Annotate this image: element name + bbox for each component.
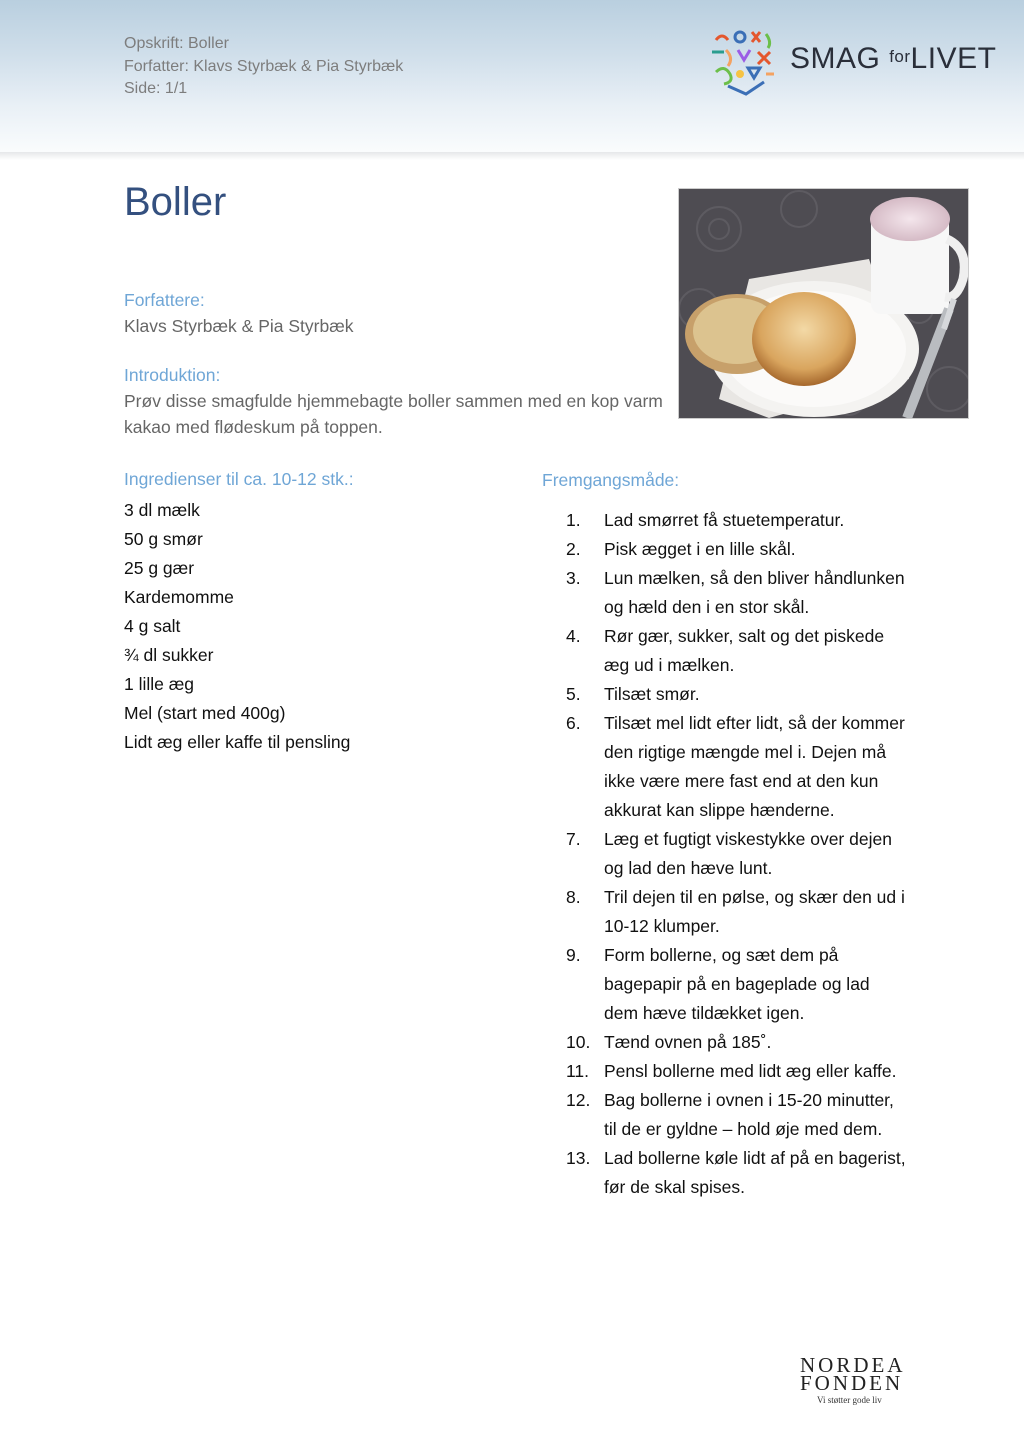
ingredients-list xyxy=(124,496,350,757)
step-item xyxy=(566,941,906,1028)
step-text: Pisk ægget i en lille skål. xyxy=(604,539,796,559)
step-text: Læg et fugtigt viskestykke over dejen og lad den hæve lunt. xyxy=(604,829,892,878)
meta-page: Side: 1/1 xyxy=(124,80,188,97)
step-item xyxy=(566,709,906,825)
step-number: 13. xyxy=(566,1148,591,1168)
step-number: 4. xyxy=(566,626,581,646)
step-item xyxy=(566,1028,906,1057)
step-number: 11. xyxy=(566,1061,590,1081)
step-number: 10. xyxy=(566,1032,591,1052)
step-text: Rør gær, sukker, salt og det piskede æg ud i mælken. xyxy=(604,626,885,675)
step-text: Pensl bollerne med lidt æg eller kaffe. xyxy=(604,1061,897,1081)
recipe-photo xyxy=(678,188,969,419)
ingredient-item: 3 dl mælk xyxy=(124,500,200,520)
step-item xyxy=(566,883,906,941)
step-text: Lad bollerne køle lidt af på en bagerist, før de skal spises. xyxy=(604,1148,906,1197)
meta-author: Forfatter: Klavs Styrbæk & Pia Styrbæk xyxy=(124,57,404,75)
step-number: 1. xyxy=(566,510,581,530)
intro-label: Introduktion: xyxy=(124,365,221,385)
ingredient-item: Kardemomme xyxy=(124,587,234,607)
ingredient-item: Mel (start med 400g) xyxy=(124,703,286,723)
recipe-meta xyxy=(124,33,403,101)
step-number: 8. xyxy=(566,887,581,907)
step-item xyxy=(566,1086,906,1144)
logo-tagline: Vi støtter gode liv xyxy=(817,1395,882,1405)
step-item xyxy=(566,535,906,564)
step-item xyxy=(566,1144,906,1202)
step-text: Tril dejen til en pølse, og skær den ud i 10-12 klumper. xyxy=(604,887,905,936)
step-number: 2. xyxy=(566,539,581,559)
ingredient-item: 50 g smør xyxy=(124,529,203,549)
steps-list xyxy=(566,506,906,1202)
step-text: Lad smørret få stuetemperatur. xyxy=(604,510,845,530)
authors-value: Klavs Styrbæk & Pia Styrbæk xyxy=(124,316,354,336)
ingredient-item: Lidt æg eller kaffe til pensling xyxy=(124,732,351,752)
step-item xyxy=(566,825,906,883)
step-text: Form bollerne, og sæt dem på bagepapir på en bageplade og lad dem hæve tildækket igen. xyxy=(604,945,870,1023)
logo-mark-icon xyxy=(708,28,784,98)
recipe-title: Boller xyxy=(124,180,227,224)
step-number: 6. xyxy=(566,713,581,733)
step-text: Bag bollerne i ovnen i 15-20 minutter, til de er gyldne – hold øje med dem. xyxy=(604,1090,894,1139)
nordea-fonden-logo: NORDEA FONDEN Vi støtter gode liv xyxy=(800,1356,910,1406)
step-item xyxy=(566,564,906,622)
ingredient-item: 25 g gær xyxy=(124,558,195,578)
meta-recipe: Opskrift: Boller xyxy=(124,35,229,52)
step-item xyxy=(566,1057,906,1086)
ingredient-item: 4 g salt xyxy=(124,616,181,636)
step-text: Tilsæt mel lidt efter lidt, så der kommer den rigtige mængde mel i. Dejen må ikke være mere fast end at den kun akkurat kan slippe hænderne. xyxy=(604,713,905,820)
header-divider xyxy=(0,152,1024,160)
intro-text: Prøv disse smagfulde hjemmebagte boller sammen med en kop varm kakao med flødeskum på toppen. xyxy=(124,391,663,437)
ingredient-item: 1 lille æg xyxy=(124,674,195,694)
steps-label: Fremgangsmåde: xyxy=(542,470,680,490)
step-number: 5. xyxy=(566,684,581,704)
authors-label: Forfattere: xyxy=(124,290,205,310)
ingredient-item: ¾ dl sukker xyxy=(124,645,214,665)
step-number: 7. xyxy=(566,829,581,849)
ingredients-label: Ingredienser til ca. 10-12 stk.: xyxy=(124,469,354,489)
step-text: Lun mælken, så den bliver håndlunken og hæld den i en stor skål. xyxy=(604,568,905,617)
step-text: Tilsæt smør. xyxy=(604,684,700,704)
logo-wordmark: SMAG $^{for}$LIVET xyxy=(790,42,997,75)
step-item xyxy=(566,622,906,680)
step-item xyxy=(566,506,906,535)
step-number: 3. xyxy=(566,568,581,588)
step-number: 12. xyxy=(566,1090,591,1110)
step-number: 9. xyxy=(566,945,581,965)
step-item xyxy=(566,680,906,709)
smag-for-livet-logo xyxy=(708,28,997,98)
page-header xyxy=(0,0,1024,153)
step-text: Tænd ovnen på 185˚. xyxy=(604,1032,772,1052)
